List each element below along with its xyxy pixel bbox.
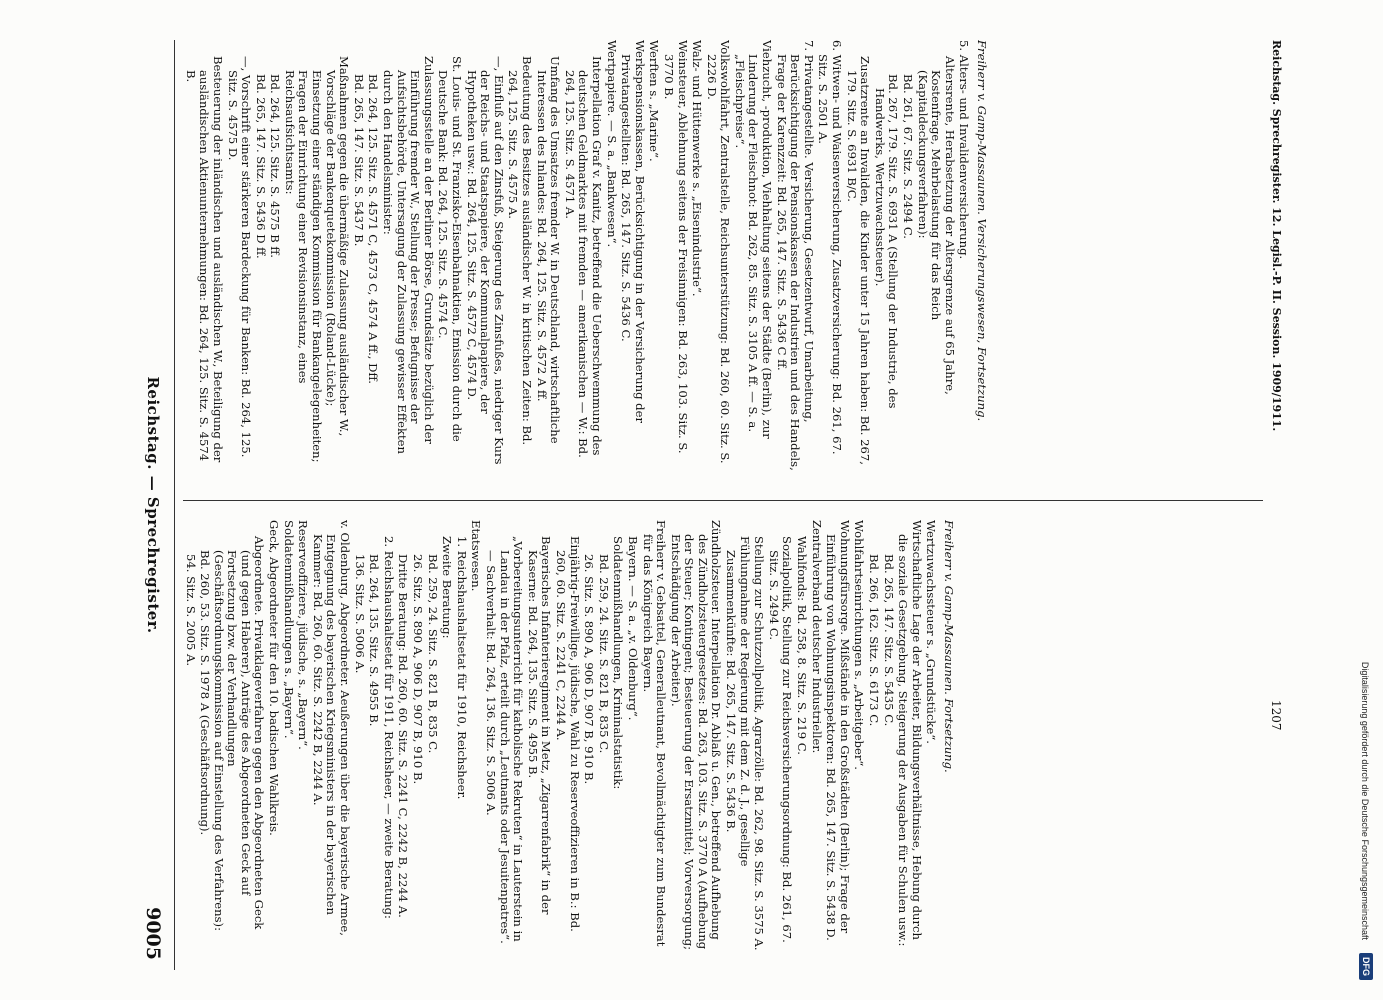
register-entry: 2. Reichshaushaltsetat für 1911, Reichsheer, — zweite Beratung:	[381, 536, 396, 919]
register-entry: —, Vorschrift einer stärkeren Bardeckung für Banken: Bd. 264, 125. Sitz. S. 4575 D.	[225, 56, 253, 458]
register-entry: Freiherr v. Gebsattel, Generalleutnant, Bevollmächtigter zum Bundesrat für das Königreich Bayern.	[640, 520, 669, 947]
digitization-note	[1351, 20, 1373, 980]
register-entry: Bd. 264, 125. Sitz. S. 4571 C, 4573 C, 4574 A ff., Dff.	[366, 74, 381, 384]
register-entry: Wirtschaftliche Lage der Arbeiter, Bildungsverhältnisse, Hebung durch die soziale Gesetzgebung, Steigerung der Ausgaben für Schulen usw.:	[896, 520, 924, 947]
page-number: 9005	[142, 907, 164, 960]
register-entry: Umfang des Umsatzes fremder W. in Deutschland, wirtschaftliche Interessen des Inlandes: Bd. 264, 125. Sitz. S. 4572 A ff.	[534, 56, 563, 444]
header-rule	[174, 40, 175, 970]
register-entry: Bd. 265, 147. Sitz. S. 5435 C.	[881, 554, 896, 727]
register-entry: Stellung zur Schutzzollpolitik, Agrarzölle: Bd. 262, 98. Sitz. S. 3575 A.	[752, 536, 767, 951]
left-column	[183, 40, 1263, 472]
register-entry: Fühlungnahme der Regierung mit dem Z. d. J., gesellige Zusammenkünfte: Bd. 265, 147. Sitz. S. 5436 B.	[724, 536, 752, 867]
register-entry: Bayerisches Infanterieregiment in Metz, „Zigarrenfabrik“ in der Kaserne: Bd. 264, 135. Sitz. S. 4955 B.	[525, 536, 554, 915]
footer-number: 1207	[1269, 700, 1283, 731]
left-column-continued: Freiherr v. Gamp-Massaunen. Versicherungswesen, Fortsetzung.	[974, 40, 989, 422]
register-entry: Einjährig-Freiwillige, jüdische, Wahl zu Reserveoffizieren in B.: Bd. 260, 60. Sitz. S. 2241 C, 2244 A.	[554, 536, 582, 932]
register-entry: Sozialpolitik, Stellung zur Reichsversicherungsordnung: Bd. 261, 67. Sitz. S. 2494 C.	[766, 536, 795, 943]
footer-session: Reichstag. Sprechregister. 12. Legisl.-P. II. Session. 1909/1911.	[1270, 40, 1283, 432]
register-entry: Wertzuwachssteuer s. „Grundstücke“.	[924, 520, 939, 744]
register-entry: Geck, Abgeordneter für den 10. badischen Wahlkreis.	[267, 520, 282, 836]
register-entry: 26. Sitz. S. 890 A, 906 D, 907 B, 910 B.	[411, 554, 426, 785]
register-entry: Maßnahmen gegen die übermäßige Zulassung ausländischer W., Vorschläge der Bankenquetekommission (Roland-Lücke); Einsetzung einer ständigen Kommission für Bankangelegenheiten; Fragen der Einrichtung einer Revisionsinstanz, eines Reichsaufsichtsamts:	[282, 56, 352, 463]
register-entry: 136. Sitz. S. 5006 A.	[352, 554, 367, 674]
register-entry: Interpellation Graf v. Kanitz, betreffend die Ueberschwemmung des deutschen Geldmarktes mit fremden — amerikanischen — W.: Bd. 264, 125. Sitz. S. 4571 A.	[562, 56, 604, 458]
register-entry: Soldatenmißhandlungen, Kriminalstatistik:	[611, 536, 626, 790]
register-entry: Wahlfonds: Bd. 258, 8. Sitz. S. 219 C.	[795, 536, 810, 755]
register-entry: Bd. 265, 147. Sitz. S. 5436 D ff.	[253, 74, 268, 259]
right-column-continued: Freiherr v. Gamp-Massaunen. Fortsetzung.	[942, 520, 957, 773]
register-entry: Wertpapiere. — S. a. „Bankwesen“.	[604, 40, 619, 248]
register-entry: Zweite Beratung:	[440, 536, 455, 639]
register-entry: St. Louis- und St. Franzisko-Eisenbahnaktien, Emission durch die Deutsche Bank: Bd. 264, 125. Sitz. S. 4574 C.	[436, 56, 464, 442]
register-entry: —, Einfluß auf den Zinsfuß, Steigerung des Zinsfußes, niedriger Kurs der Reichs- und Staatspapiere, der Kommunalpapiere, der Hypotheken usw.: Bd. 264, 125. Sitz. S. 4572 C, 4574 D.	[464, 56, 506, 465]
page-title: Reichstag. — Sprechregister.	[144, 376, 162, 634]
register-entry: 26. Sitz. S. 890 A, 906 D, 907 B, 910 B.	[582, 554, 597, 785]
register-entry: Bd. 261, 67. Sitz. S. 2494 C.	[900, 74, 915, 239]
register-entry: Volkswohlfahrt, Zentralstelle, Reichsunterstützung: Bd. 260, 60. Sitz. S. 2226 D.	[704, 40, 733, 464]
register-entry: Besteuerung der inländischen und ausländischen W., Beteiligung der ausländischen Aktienunternehmungen: Bd. 264, 125. Sitz. S. 4574 B.	[183, 56, 225, 463]
register-entry: Viehzucht, -produktion, Viehhaltung seitens der Städte (Berlin), zur Linderung der Fleischnot: Bd. 262, 85. Sitz. S. 3105 A ff. — S. a. „Fleischpreise“.	[732, 40, 774, 439]
register-entry: Zündholzsteuer. Interpellation Dr. Ablaß u. Gen., betreffend Aufhebung des Zündholzsteuergesetzes: Bd. 263, 103. Sitz. S. 3770 A (Aufhebung der Steuer; Kontingent; Besteuerung der Ersatzmittel; Vorversorgung; Entschädigung der Arbeiter).	[668, 520, 724, 951]
register-entry: 6. Witwen- und Waisenversicherung, Zusatzversicherung: Bd. 261, 67. Sitz. S. 2501 A.	[816, 40, 844, 455]
register-entry: Zentralverband deutscher Industrieller.	[809, 520, 824, 754]
register-entry: Etatswesen.	[469, 520, 484, 592]
register-entry: „Vorbereitungsunterricht für katholische Rekruten“ in Lauterstein in Landau in der Pfalz, erteilt durch „Leutnants oder Jesuitenpatres“. — Sachverhalt: Bd. 264, 136. Sitz. S. 5006 A.	[484, 536, 526, 944]
register-entry: Wohlfahrtseinrichtungen s. „Arbeitgeber“.	[852, 520, 867, 770]
register-entry: Werkspensionskassen, Berücksichtigung in der Versicherung der Privatangestellten: Bd. 265, 147. Sitz. S. 5436 C.	[619, 40, 647, 424]
page-header	[128, 50, 168, 960]
register-entry: Wohnungsfürsorge. Mißstände in den Großstädten (Berlin); Frage der Einführung von Wohnungsinspektoren: Bd. 265, 147. Sitz. S. 5438 D.	[824, 520, 852, 941]
register-entry: Bd. 264, 135. Sitz. S. 4955 B.	[367, 554, 382, 727]
register-entry: 7. Privatangestellte. Versicherung, Gesetzentwurf, Umarbeitung, Berücksichtigung der Pensionskassen der Industrien und des Handels, Frage der Karenzzeit: Bd. 265, 147. Sitz. S. 5436 C ff.	[774, 40, 816, 471]
column-divider	[183, 500, 1263, 501]
right-column	[183, 520, 1263, 952]
register-entry: Bd. 267, 179. Sitz. S. 6931 A (Stellung der Industrie, des Handwerks, Wertzuwachssteuer).	[872, 74, 901, 409]
register-entry: Dritte Beratung: Bd. 260, 60. Sitz. S. 2241 C, 2242 B, 2244 A.	[396, 554, 411, 918]
register-entry: Walz- und Hüttenwerke s. „Eisenindustrie“.	[689, 40, 704, 297]
dfg-logo: DFG	[1359, 953, 1373, 980]
register-entry: 54. Sitz. S. 2005 A.	[183, 554, 198, 667]
register-entry: Bd. 266, 162. Sitz. S. 6173 C.	[867, 554, 882, 727]
register-entry: Bedeutung des Besitzes ausländischer W. in kritischen Zeiten: Bd. 264, 125. Sitz. S. 4575 A.	[506, 56, 534, 446]
register-entry: Bd. 264, 125. Sitz. S. 4575 B ff.	[268, 74, 283, 258]
register-entry: Bd. 265, 147. Sitz. S. 5437 B.	[351, 74, 366, 247]
register-entry: Bayern. — S. a. „v. Oldenburg“.	[626, 536, 640, 721]
register-entry: Soldatenmißhandlungen s. „Bayern“.	[281, 520, 296, 739]
register-entry: Zusatzrente an Invaliden, die Kinder unter 15 Jahren haben: Bd. 267, 179. Sitz. S. 6931 B/C.	[844, 56, 873, 465]
register-entry: Reserveoffiziere, jüdische, s. „Bayern“.	[296, 520, 311, 750]
register-entry: v. Oldenburg, Abgeordneter. Aeußerungen über die bayerische Armee, Entgegnung des bayerischen Kriegsministers in der bayerischen Kammer: Bd. 260, 60. Sitz. S. 2242 B, 2244 A.	[310, 520, 353, 936]
register-entry: Altersrente, Herabsetzung der Altersgrenze auf 65 Jahre, Kostenfrage, Mehrbelastung für das Reich (Kapitaldeckungsverfahren):	[915, 56, 957, 395]
register-entry: Abgeordnete. Privatklageverfahren gegen den Abgeordneten Geck (und gegen Haberer), Anträge des Abgeordneten Geck auf Fortsetzung bzw. der Verhandlungen (Geschäftsordnungskommission auf Einstellung des Verfahrens): Bd. 260, 53. Sitz. S. 1978 A (Geschäftsordnung).	[198, 536, 267, 931]
register-entry: Zulassungsstelle an der Berliner Börse, Grundsätze bezüglich der Einführung fremder W., Stellung der Presse; Befugnisse der Aufsichtsbehörde, Untersagung der Zulassung gewisser Effekten durch den Handelsminister:	[380, 56, 436, 454]
register-entry: 5. Alters- und Invalidenversicherung.	[957, 40, 972, 260]
register-entry: Bd. 259, 24. Sitz. S. 821 B, 835 C.	[596, 554, 611, 754]
register-entry: 1. Reichshaushaltsetat für 1910, Reichsheer.	[454, 536, 469, 800]
register-entry: Bd. 259, 24. Sitz. S. 821 B, 835 C.	[425, 554, 440, 754]
register-entry: Werften s. „Marine“.	[647, 40, 662, 162]
digitization-text: Digitalisierung gefördert durch die Deutsche Forschungsgemeinschaft	[1360, 661, 1370, 940]
register-entry: Weinsteuer, Ablehnung seitens der Freisinnigen: Bd. 263, 103. Sitz. S. 3770 B.	[661, 40, 690, 454]
